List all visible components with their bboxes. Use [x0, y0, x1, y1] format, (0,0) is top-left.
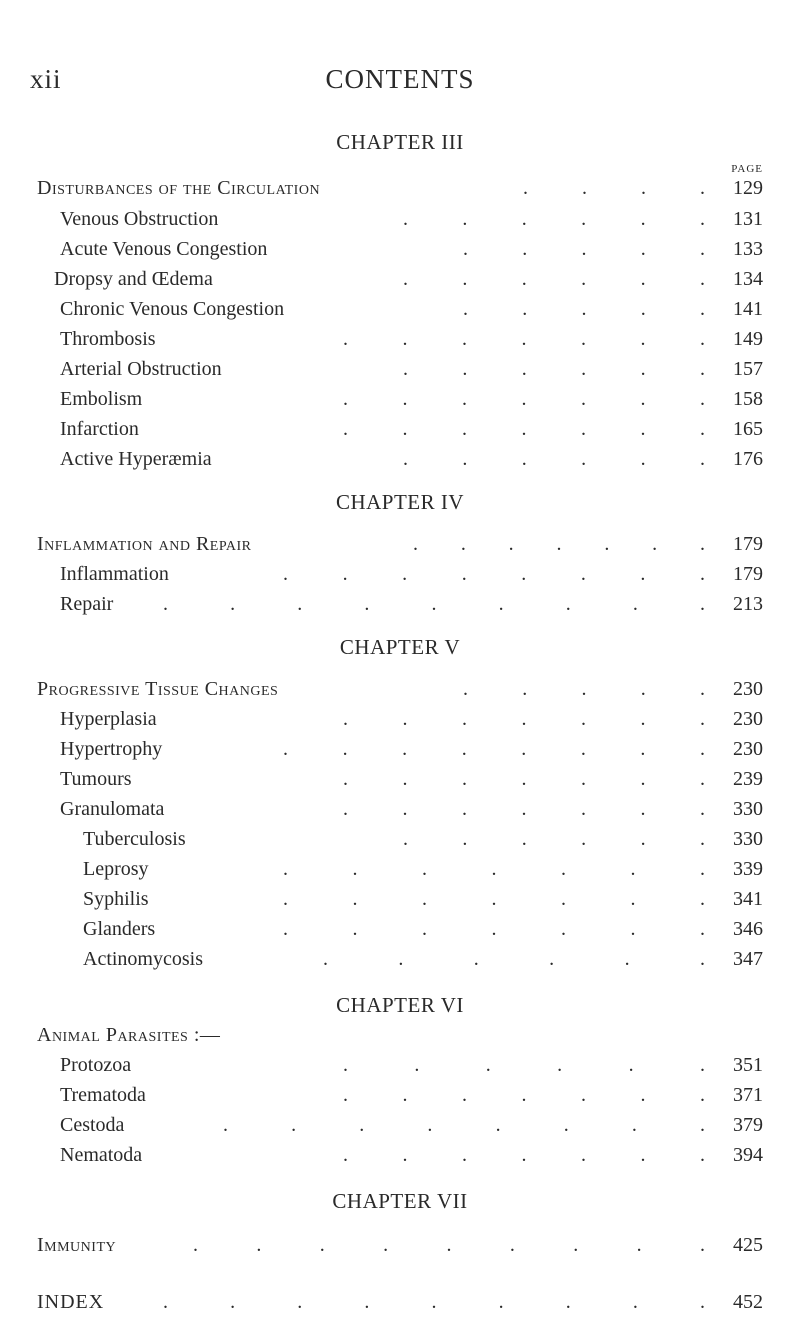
toc-entry-title: Glanders [83, 918, 156, 940]
leader-dots: . . . . . . . [343, 798, 705, 820]
leader-dots: . . . . . . [403, 828, 705, 850]
toc-entry-title: Thrombosis [60, 328, 156, 350]
toc-entry-page: 158 [733, 388, 763, 410]
toc-entry-title: Disturbances of the Circulation [37, 177, 321, 199]
toc-entry-page: 133 [733, 238, 763, 260]
leader-dots: . . . . . . . [343, 328, 705, 350]
toc-entry[interactable] [37, 174, 763, 202]
leader-dots: . . . . . . . . [283, 738, 705, 760]
toc-entry-title: Nematoda [60, 1144, 143, 1166]
toc-entry-title: Granulomata [60, 798, 165, 820]
toc-entry-page: 179 [733, 533, 763, 555]
leader-dots: . . . . . [463, 238, 705, 260]
toc-entry-page: 165 [733, 418, 763, 440]
leader-dots: . . . . . . . [343, 418, 705, 440]
toc-entry-title: Acute Venous Congestion [60, 238, 268, 260]
leader-dots: . . . . . . . [343, 1144, 705, 1166]
toc-entry[interactable] [37, 1021, 763, 1049]
toc-entry[interactable] [60, 355, 763, 383]
running-head: CONTENTS [325, 64, 475, 94]
chapter-heading: CHAPTER V [339, 635, 461, 659]
toc-entry-title: Protozoa [60, 1054, 132, 1076]
toc-entry-page: 330 [733, 828, 763, 850]
leader-dots: . . . . . . . . [223, 1114, 705, 1136]
toc-entry-page: 330 [733, 798, 763, 820]
toc-entry[interactable] [83, 945, 763, 973]
toc-entry[interactable] [60, 385, 763, 413]
toc-entry-page: 339 [733, 858, 763, 880]
leader-dots: . . . . . . . [413, 533, 705, 555]
leader-dots: . . . . . [463, 678, 705, 700]
toc-entry[interactable] [60, 415, 763, 443]
toc-entry-title: Venous Obstruction [60, 208, 219, 230]
toc-entry-title: Active Hyperæmia [60, 448, 212, 470]
toc-entry-title: Dropsy and Œdema [54, 268, 213, 290]
toc-entry[interactable] [83, 825, 763, 853]
toc-entry-page: 129 [733, 177, 763, 199]
toc-entry[interactable] [60, 325, 763, 353]
toc-entry-page: 379 [733, 1114, 763, 1136]
toc-entry-page: 347 [733, 948, 763, 970]
toc-entry-page: 371 [733, 1084, 763, 1106]
toc-entry-page: 394 [733, 1144, 763, 1166]
leader-dots: . . . . . . . . . [163, 1291, 705, 1313]
leader-dots: . . . . . . [403, 208, 705, 230]
toc-entry-title: Arterial Obstruction [60, 358, 222, 380]
leader-dots: . . . . . . . [343, 768, 705, 790]
toc-entry[interactable] [60, 560, 763, 588]
chapter-heading: CHAPTER IV [335, 490, 465, 514]
toc-entry-title: Hyperplasia [60, 708, 157, 730]
toc-entry-title: Animal Parasites :— [37, 1024, 221, 1046]
leader-dots: . . . . . . . [283, 918, 705, 940]
toc-entry[interactable] [83, 915, 763, 943]
leader-dots: . . . . . . [403, 448, 705, 470]
toc-entry-page: 131 [733, 208, 763, 230]
toc-entry[interactable] [60, 295, 763, 323]
leader-dots: . . . . . . . [343, 388, 705, 410]
toc-entry-page: 176 [733, 448, 763, 470]
toc-entry[interactable] [60, 445, 763, 473]
leader-dots: . . . . . [463, 298, 705, 320]
toc-entry[interactable] [37, 1231, 763, 1259]
toc-entry-page: 351 [733, 1054, 763, 1076]
toc-entry-title: Infarction [60, 418, 139, 440]
leader-dots: . . . . . . [343, 1054, 705, 1076]
leader-dots: . . . . . . [403, 268, 705, 290]
toc-entry[interactable] [37, 530, 763, 558]
leader-dots: . . . . [523, 177, 705, 199]
toc-entry-page: 134 [733, 268, 763, 290]
toc-entry[interactable] [60, 1141, 763, 1169]
leader-dots: . . . . . . . [283, 858, 705, 880]
toc-entry-title: Inflammation [60, 563, 169, 585]
toc-entry[interactable] [60, 705, 763, 733]
toc-entry-title: Repair [60, 593, 114, 615]
toc-entry-title: Embolism [60, 388, 143, 410]
leader-dots: . . . . . . [323, 948, 705, 970]
toc-entry-title: Hypertrophy [60, 738, 163, 760]
toc-entry-page: 157 [733, 358, 763, 380]
page-column-label: PAGE [731, 163, 763, 175]
toc-entry-page: 230 [733, 708, 763, 730]
toc-entry[interactable] [60, 590, 763, 618]
leader-dots: . . . . . . . [343, 1084, 705, 1106]
chapter-heading: CHAPTER VI [336, 993, 464, 1017]
toc-entry-page: 452 [733, 1291, 763, 1313]
toc-entry[interactable] [54, 265, 763, 293]
toc-entry-index[interactable] [37, 1288, 763, 1316]
toc-entry-page: 239 [733, 768, 763, 790]
leader-dots: . . . . . . . [343, 708, 705, 730]
toc-entry-page: 230 [733, 678, 763, 700]
toc-entry-title: Progressive Tissue Changes [37, 678, 279, 700]
leader-dots: . . . . . . . . . [193, 1234, 705, 1256]
toc-entry-title: Leprosy [83, 858, 149, 880]
toc-entry-title: Actinomycosis [83, 948, 203, 970]
toc-entry-page: 230 [733, 738, 763, 760]
toc-entry[interactable] [60, 735, 763, 763]
leader-dots: . . . . . . [403, 358, 705, 380]
toc-entry-page: 346 [733, 918, 763, 940]
toc-entry[interactable] [60, 1051, 763, 1079]
toc-entry-title: Chronic Venous Congestion [60, 298, 285, 320]
leader-dots: . . . . . . . . . [163, 593, 705, 615]
chapter-heading: CHAPTER III [336, 130, 464, 154]
toc-entry[interactable] [60, 235, 763, 263]
toc-entry-title: INDEX [37, 1291, 105, 1313]
page-number: xii [30, 64, 62, 94]
toc-entry-title: Syphilis [83, 888, 149, 910]
toc-entry[interactable] [60, 1111, 763, 1139]
toc-entry-page: 149 [733, 328, 763, 350]
toc-entry-page: 179 [733, 563, 763, 585]
toc-entry[interactable] [60, 1081, 763, 1109]
chapter-heading: CHAPTER VII [332, 1189, 468, 1213]
toc-entry-title: Inflammation and Repair [37, 533, 252, 555]
toc-entry[interactable] [60, 795, 763, 823]
leader-dots: . . . . . . . [283, 888, 705, 910]
toc-entry-title: Cestoda [60, 1114, 125, 1136]
toc-entry-title: Immunity [37, 1234, 117, 1256]
toc-entry-title: Tuberculosis [83, 828, 186, 850]
toc-entry[interactable] [60, 765, 763, 793]
toc-entry-page: 141 [733, 298, 763, 320]
toc-entry[interactable] [83, 855, 763, 883]
leader-dots: . . . . . . . . [283, 563, 705, 585]
toc-entry[interactable] [37, 675, 763, 703]
toc-entry[interactable] [83, 885, 763, 913]
toc-entry-page: 341 [733, 888, 763, 910]
toc-entry-title: Tumours [60, 768, 132, 790]
toc-entry-page: 425 [733, 1234, 763, 1256]
toc-entry-title: Trematoda [60, 1084, 146, 1106]
toc-entry-page: 213 [733, 593, 763, 615]
toc-entry[interactable] [60, 205, 763, 233]
